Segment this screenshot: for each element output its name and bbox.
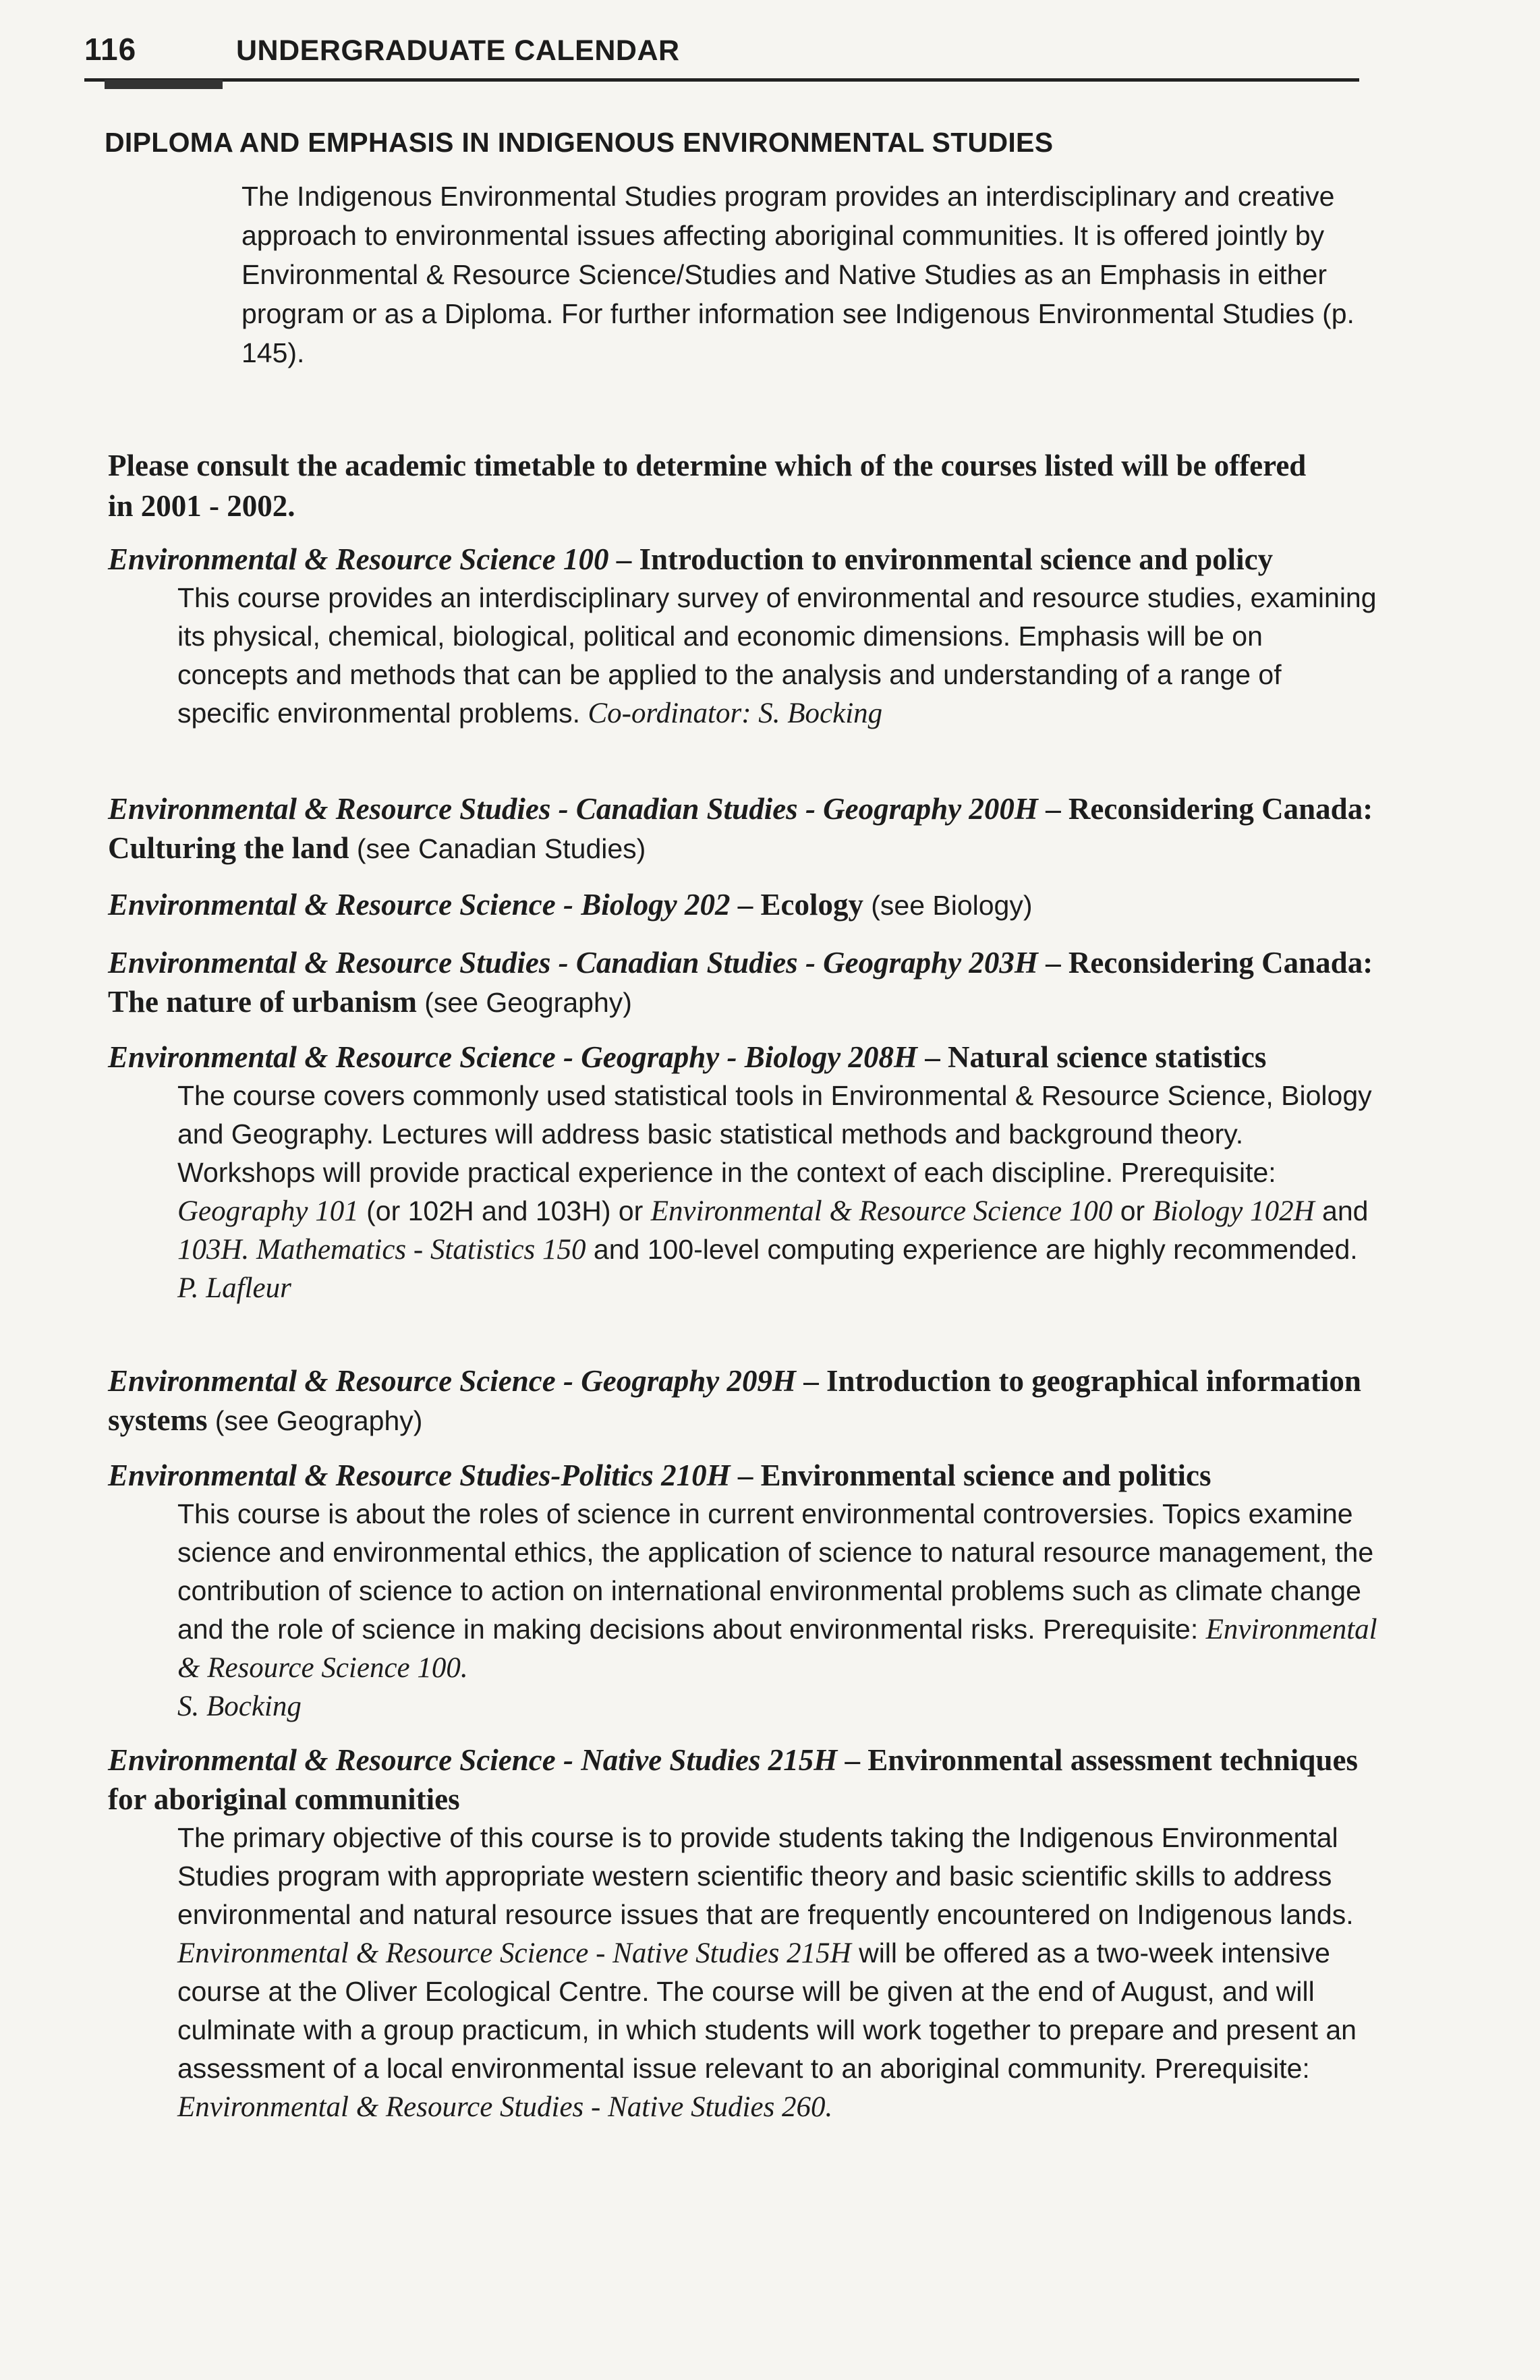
course-title: Reconsidering Canada: Culturing the land — [108, 792, 1373, 865]
course-entry — [108, 1361, 1376, 1440]
see-reference: (see Geography) — [215, 1405, 423, 1436]
course-title: Natural science statistics — [947, 1040, 1267, 1074]
course-title: Ecology — [760, 888, 863, 922]
course-code: Environmental & Resource Science - Geography - Biology 208H — [108, 1040, 917, 1074]
see-reference: (see Geography) — [424, 987, 632, 1018]
course-entry — [108, 1740, 1376, 2126]
description-text: and — [1314, 1195, 1369, 1226]
course-description — [177, 579, 1378, 733]
course-title: Environmental science and politics — [760, 1458, 1211, 1492]
description-text: (or 102H and 103H) or — [358, 1195, 651, 1226]
timetable-note: Please consult the academic timetable to determine which of the courses listed will be offered in 2001 - 2002. — [108, 449, 1307, 523]
description-text: This course provides an interdisciplinary survey of environmental and resource studies, examining its physical, chemical, biological, political and economic dimensions. Emphasis will be on concepts and methods that can be applied to the analysis and understanding of a range of specific environmental problems. — [177, 582, 1377, 729]
course-entry — [108, 540, 1376, 733]
course-heading: Environmental & Resource Studies - Canadian Studies - Geography 200H – Reconsidering Canada: Culturing the land (see Canadian Studies) — [108, 792, 1373, 865]
page-number: 116 — [84, 32, 137, 67]
page-header — [84, 31, 1359, 67]
course-code: Environmental & Resource Science - Native Studies 215H — [108, 1743, 838, 1777]
course-code: Environmental & Resource Studies - Canadian Studies - Geography 203H — [108, 946, 1038, 980]
see-reference: (see Canadian Studies) — [356, 833, 646, 864]
course-description — [177, 1819, 1378, 2126]
course-description — [177, 1077, 1378, 1307]
course-entry — [108, 943, 1376, 1022]
course-title: Reconsidering Canada: The nature of urbanism — [108, 946, 1373, 1019]
course-title: Introduction to environmental science and policy — [639, 542, 1274, 576]
course-heading: Environmental & Resource Science - Geography - Biology 208H – Natural science statistics — [108, 1040, 1267, 1074]
course-code: Environmental & Resource Science - Biology 202 — [108, 888, 731, 922]
header-rule-block — [105, 80, 223, 89]
course-instructor: P. Lafleur — [177, 1272, 291, 1304]
course-heading: Environmental & Resource Studies - Canadian Studies - Geography 203H – Reconsidering Canada: The nature of urbanism (see Geography) — [108, 946, 1373, 1019]
description-text: The primary objective of this course is to provide students taking the Indigenous Environmental Studies program with appropriate western scientific theory and basic scientific skills to address environmental and natural resource issues that are frequently encountered on Indigenous lands. — [177, 1822, 1354, 1930]
course-reference: Environmental & Resource Science 100 — [650, 1195, 1113, 1227]
course-reference: Biology 102H — [1152, 1195, 1315, 1227]
course-title: Environmental assessment techniques for aboriginal communities — [108, 1743, 1358, 1816]
course-coordinator: Co-ordinator: S. Bocking — [588, 698, 883, 729]
course-code: Environmental & Resource Science 100 — [108, 542, 609, 576]
course-entry — [108, 885, 1376, 925]
course-reference: 103H. Mathematics - Statistics 150 — [177, 1234, 586, 1266]
course-heading: Environmental & Resource Science - Geography 209H – Introduction to geographical information systems (see Geography) — [108, 1364, 1361, 1437]
course-heading: Environmental & Resource Science - Biology 202 – Ecology (see Biology) — [108, 888, 1033, 922]
course-heading: Environmental & Resource Science 100 – Introduction to environmental science and policy — [108, 542, 1274, 576]
course-description — [177, 1495, 1378, 1726]
course-entry — [108, 1038, 1376, 1307]
course-reference: Environmental & Resource Studies - Native Studies 260. — [177, 2091, 833, 2123]
course-code: Environmental & Resource Science - Geography 209H — [108, 1364, 796, 1398]
course-code: Environmental & Resource Studies - Canadian Studies - Geography 200H — [108, 792, 1038, 826]
description-text: will be offered as a two-week intensive course at the Oliver Ecological Centre. The course will be given at the end of August, and will culminate with a group practicum, in which students will work together to prepare and present an assessment of a local environmental issue relevant to an aboriginal community. Prerequisite: — [177, 1937, 1357, 2084]
course-instructor: S. Bocking — [177, 1691, 302, 1722]
course-heading: Environmental & Resource Studies-Politics 210H – Environmental science and politics — [108, 1458, 1211, 1492]
section-intro: The Indigenous Environmental Studies program provides an interdisciplinary and creative approach to environmental issues affecting aboriginal communities. It is offered jointly by Environmental & Resource Science/Studies and Native Studies as an Emphasis in either program or as a Diploma. For further information see Indigenous Environmental Studies (p. 145). — [241, 181, 1354, 368]
course-entry — [108, 789, 1376, 868]
course-entry — [108, 1456, 1376, 1726]
course-title: Introduction to geographical information systems — [108, 1364, 1361, 1437]
course-reference: Geography 101 — [177, 1195, 359, 1227]
section-title: DIPLOMA AND EMPHASIS IN INDIGENOUS ENVIRONMENTAL STUDIES — [105, 127, 1054, 158]
description-text: This course is about the roles of science in current environmental controversies. Topics examine science and environmental ethics, the application of science to natural resource management, the contribution of science to action on international environmental problems such as climate change and the role of science in making decisions about environmental risks. Prerequisite: — [177, 1498, 1374, 1645]
see-reference: (see Biology) — [871, 890, 1033, 921]
description-text: and 100-level computing experience are highly recommended. — [586, 1234, 1358, 1265]
calendar-title: UNDERGRADUATE CALENDAR — [236, 34, 680, 67]
course-reference: Environmental & Resource Science 100. — [177, 1614, 1377, 1684]
course-code: Environmental & Resource Studies-Politics 210H — [108, 1458, 731, 1492]
course-heading: Environmental & Resource Science - Native Studies 215H – Environmental assessment techniques for aboriginal communities — [108, 1743, 1358, 1816]
description-text: The course covers commonly used statistical tools in Environmental & Resource Science, Biology and Geography. Lectures will address basic statistical methods and background theory. Workshops will provide practical experience in the context of each discipline. Prerequisite: — [177, 1080, 1372, 1188]
course-reference: Environmental & Resource Science - Native Studies 215H — [177, 1937, 851, 1969]
description-text: or — [1112, 1195, 1153, 1226]
header-rule — [84, 78, 1359, 82]
